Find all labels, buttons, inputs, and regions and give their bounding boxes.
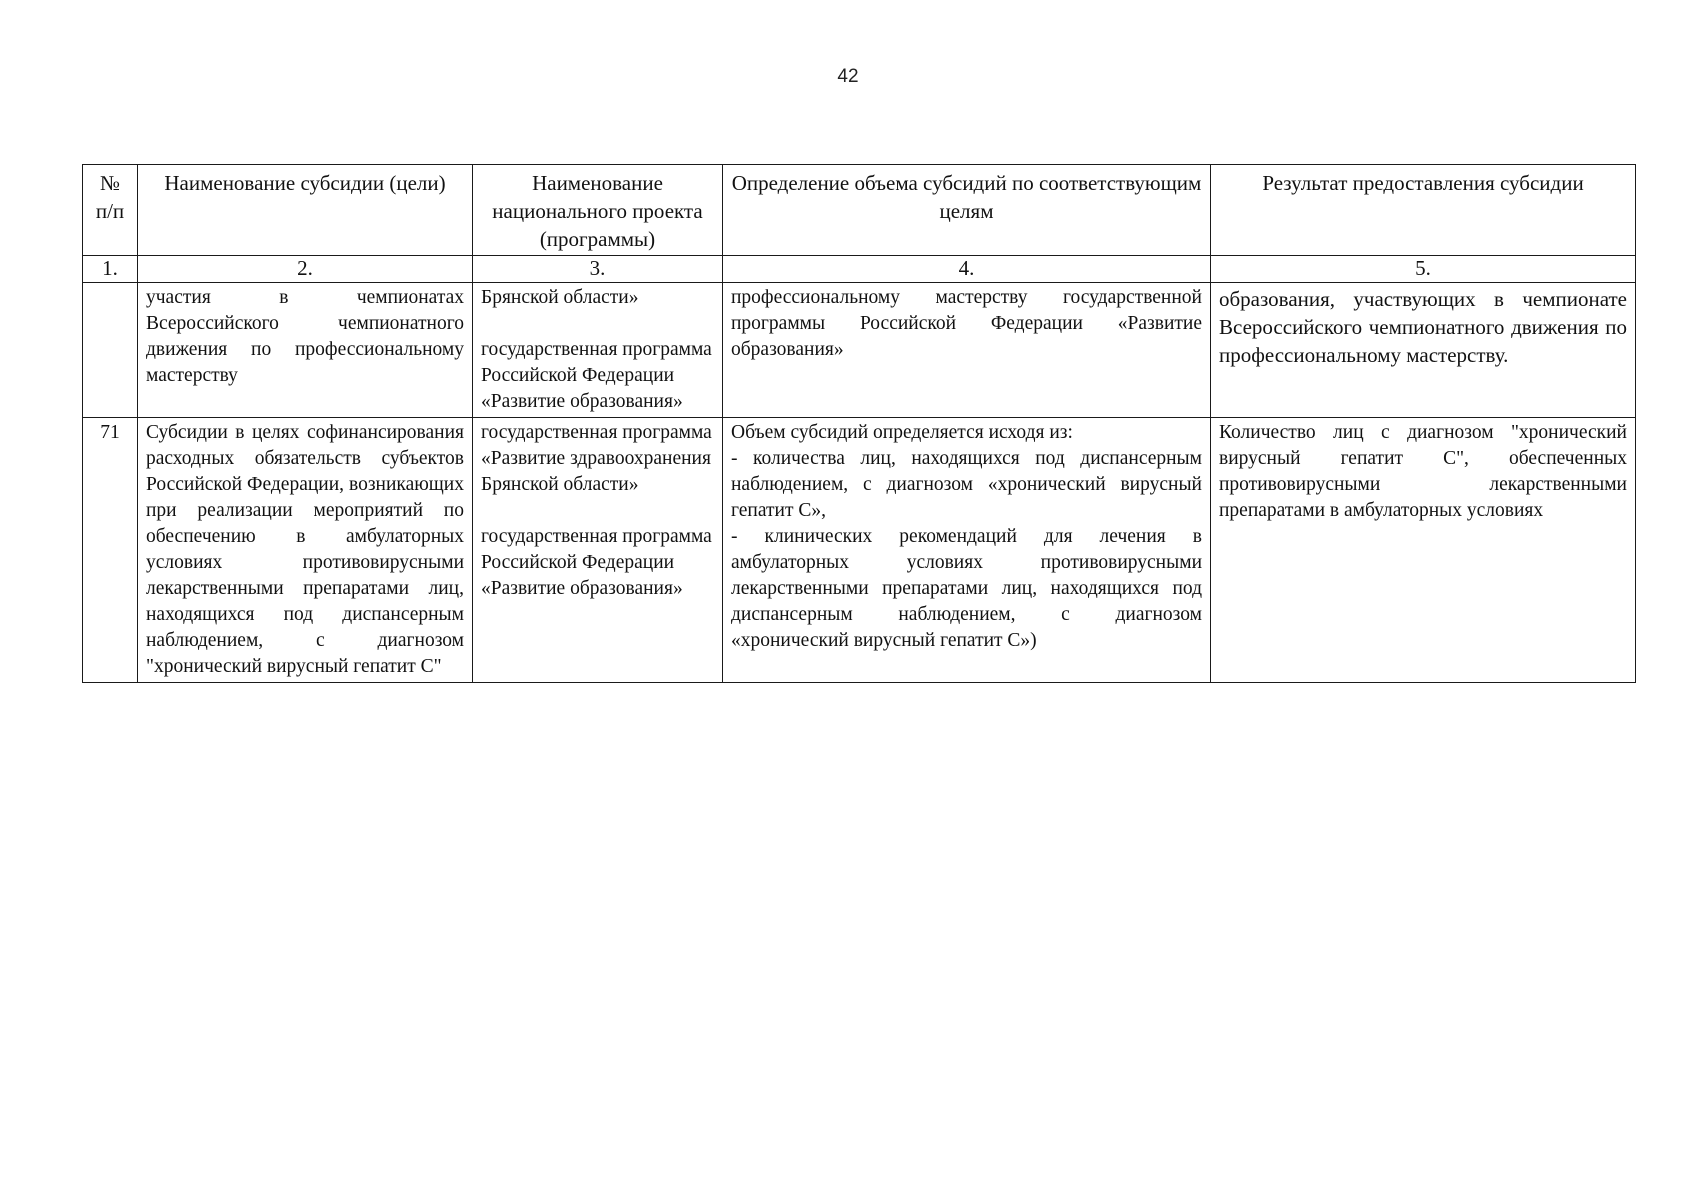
column-number: 3. (473, 256, 723, 283)
row-number (83, 283, 138, 418)
project-text: государственная программа «Развитие здравоохранения Брянской области» (481, 422, 712, 495)
volume-text: профессиональному мастерству государственной программы Российской Федерации «Развитие образования» (731, 287, 1202, 360)
header-national-project: Наименование национального проекта (программы) (473, 165, 723, 256)
project-text: Брянской области» (481, 287, 639, 308)
national-project-cell (473, 283, 723, 418)
project-text: государственная программа Российской Федерации «Развитие образования» (481, 339, 712, 412)
table-row (83, 283, 1636, 418)
result-cell: Количество лиц с диагнозом "хронический вирусный гепатит С", обеспеченных противовирусными лекарственными препаратами в амбулаторных условиях (1211, 418, 1636, 683)
volume-definition-cell (723, 418, 1211, 683)
header-volume-definition: Определение объема субсидий по соответствующим целям (723, 165, 1211, 256)
table-row (83, 418, 1636, 683)
row-number: 71 (83, 418, 138, 683)
column-number: 1. (83, 256, 138, 283)
volume-text: Объем субсидий определяется исходя из: (731, 422, 1073, 443)
national-project-cell (473, 418, 723, 683)
header-subsidy-name: Наименование субсидии (цели) (138, 165, 473, 256)
column-number: 2. (138, 256, 473, 283)
header-result: Результат предоставления субсидии (1211, 165, 1636, 256)
subsidy-name-cell: Субсидии в целях софинансирования расходных обязательств субъектов Российской Федерации, возникающих при реализации мероприятий по обеспечению в амбулаторных условиях противовирусными лекарственными препаратами лиц, находящихся под диспансерным наблюдением, с диагнозом "хронический вирусный гепатит С" (138, 418, 473, 683)
table-header-row (83, 165, 1636, 256)
subsidy-name-cell: участия в чемпионатах Всероссийского чемпионатного движения по профессиональному мастерству (138, 283, 473, 418)
column-number: 4. (723, 256, 1211, 283)
subsidy-table (82, 164, 1636, 683)
column-number-row (83, 256, 1636, 283)
volume-text: - количества лиц, находящихся под диспансерным наблюдением, с диагнозом «хронический вирусный гепатит С», (731, 448, 1202, 521)
volume-text: - клинических рекомендаций для лечения в амбулаторных условиях противовирусными лекарственными препаратами лиц, находящихся под диспансерным наблюдением, с диагнозом «хронический вирусный гепатит С») (731, 526, 1202, 651)
project-text: государственная программа Российской Федерации «Развитие образования» (481, 526, 712, 599)
header-number: № п/п (83, 165, 138, 256)
page-number: 42 (837, 66, 859, 87)
result-cell: образования, участвующих в чемпионате Всероссийского чемпионатного движения по профессиональному мастерству. (1211, 283, 1636, 418)
column-number: 5. (1211, 256, 1636, 283)
volume-definition-cell (723, 283, 1211, 418)
